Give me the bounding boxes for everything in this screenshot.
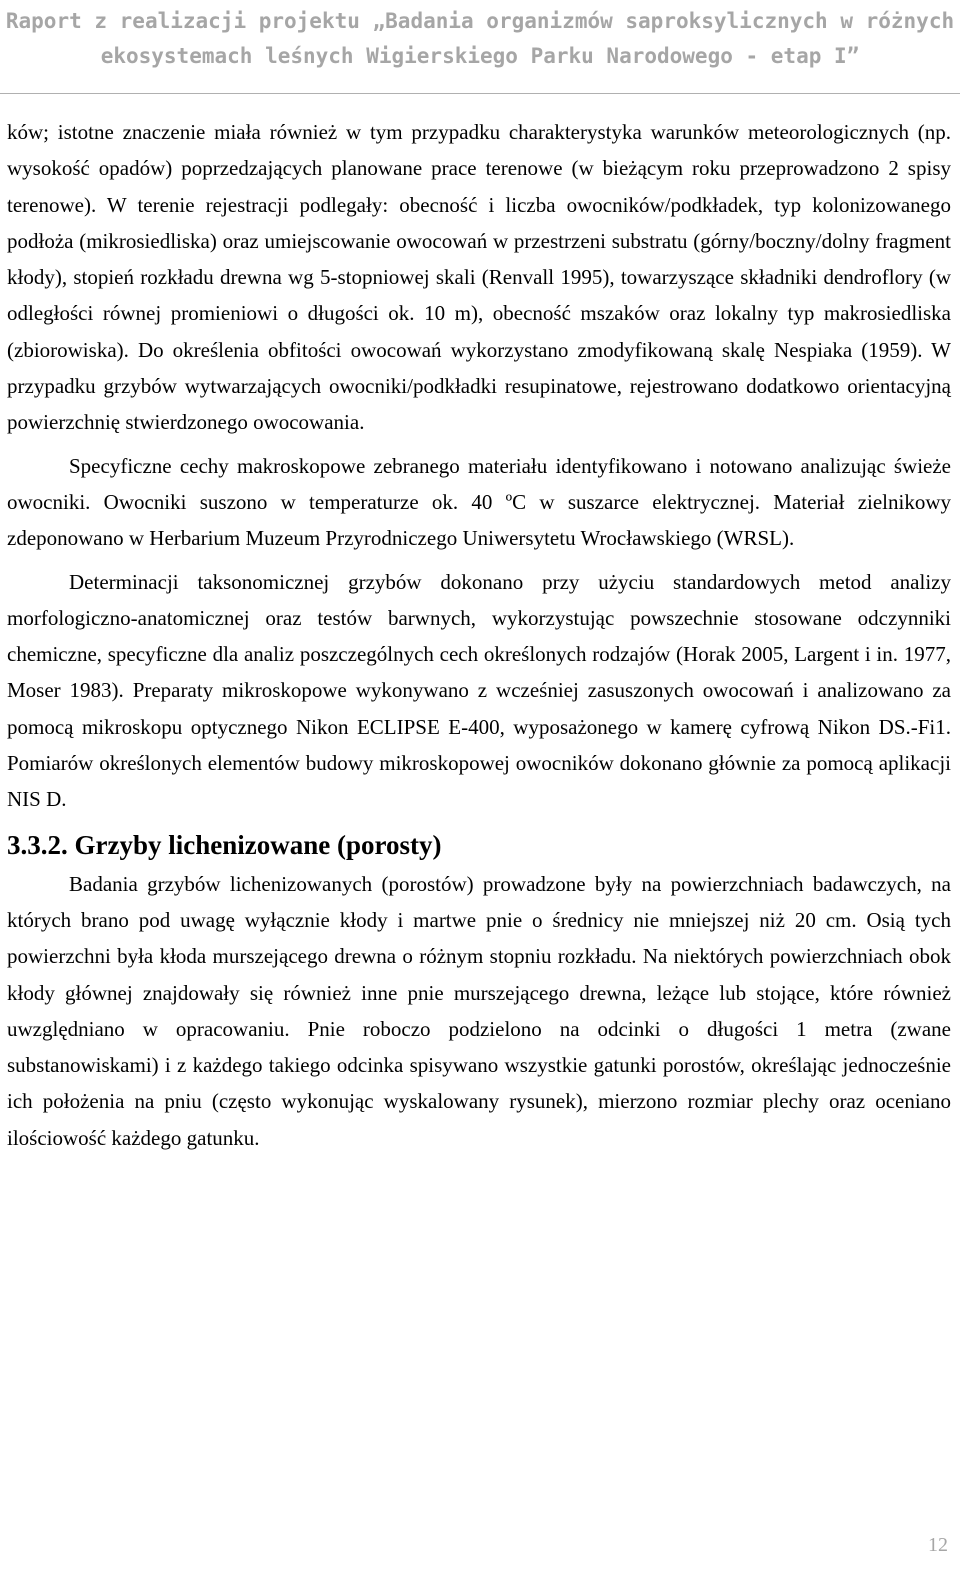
paragraph-macroscopic-features: Specyficzne cechy makroskopowe zebranego materiału identyfikowano i notowano analizując świeże owocniki. Owocniki suszono w temperaturze ok. 40 ºC w suszarce elektrycznej. Materiał zielnikowy zdeponowano w Herbarium Muzeum Przyrodniczego Uniwersytetu Wrocławskiego (WRSL). xyxy=(7,453,951,551)
paragraph-lichen-methods: Badania grzybów lichenizowanych (porostów) prowadzone były na powierzchniach badawczych, na których brano pod uwagę wyłącznie kłody i martwe pnie o średnicy nie mniejszej niż 20 cm. Osią tych powierzchni była kłoda murszejącego drewna o różnym stopniu rozkładu. Na niektórych powierzchniach obok kłody głównej znajdowały się również inne pnie murszejącego drewna, leżące lub stojące, które również uwzględniano w opracowaniu. Pnie roboczo podzielono na odcinki o długości 1 metra (zwane substanowiskami) i z każdego takiego odcinka spisywano wszystkie gatunki porostów, określając jednocześnie ich położenia na pniu (często wykonując wyskalowany rysunek), mierzono rozmiar plechy oraz oceniano ilościowość każdego gatunku. xyxy=(7,871,951,1150)
header-line-1: Raport z realizacji projektu „Badania organizmów saproksylicznych w różnych xyxy=(5,9,955,33)
running-header xyxy=(0,0,960,96)
header-line-2: ekosystemach leśnych Wigierskiego Parku Narodowego - etap I” xyxy=(100,44,860,68)
section-heading: 3.3.2. Grzyby lichenizowane (porosty) xyxy=(7,829,442,860)
paragraph-field-methods: ków; istotne znaczenie miała również w tym przypadku charakterystyka warunków meteorologicznych (np. wysokość opadów) poprzedzających planowane prace terenowe (w bieżącym roku przeprowadzono 2 spisy terenowe). W terenie rejestracji podlegały: obecność i liczba owocników/podkładek, typ kolonizowanego podłoża (mikrosiedliska) oraz umiejscowanie owocowań w przestrzeni substratu (górny/boczny/dolny fragment kłody), stopień rozkładu drewna wg 5-stopniowej skali (Renvall 1995), towarzyszące składniki dendroflory (w odległości równej promieniowi o długości ok. 10 m), obecność mszaków oraz lokalny typ makrosiedliska (zbiorowiska). Do określenia obfitości owocowań wykorzystano zmodyfikowaną skalę Nespiaka (1959). W przypadku grzybów wytwarzających owocniki/podkładki resupinatowe, rejestrowano dodatkowo orientacyjną powierzchnię stwierdzonego owocowania. xyxy=(7,120,951,435)
header-divider xyxy=(0,93,960,94)
paragraph-taxonomic-determination: Determinacji taksonomicznej grzybów dokonano przy użyciu standardowych metod analizy morfologiczno-anatomicznej oraz testów barwnych, wykorzystując powszechnie stosowane odczynniki chemiczne, specyficzne dla analiz poszczególnych cech określonych rodzajów (Horak 2005, Largent i in. 1977, Moser 1983). Preparaty mikroskopowe wykonywano z wcześniej zasuszonych owocowań i analizowano za pomocą mikroskopu optycznego Nikon ECLIPSE E-400, wyposażonego w kamerę cyfrową Nikon DS.-Fi1. Pomiarów określonych elementów budowy mikroskopowej owocników dokonano głównie za pomocą aplikacji NIS D. xyxy=(7,569,951,812)
document-body xyxy=(7,114,951,1156)
page-number: 12 xyxy=(928,1534,948,1556)
